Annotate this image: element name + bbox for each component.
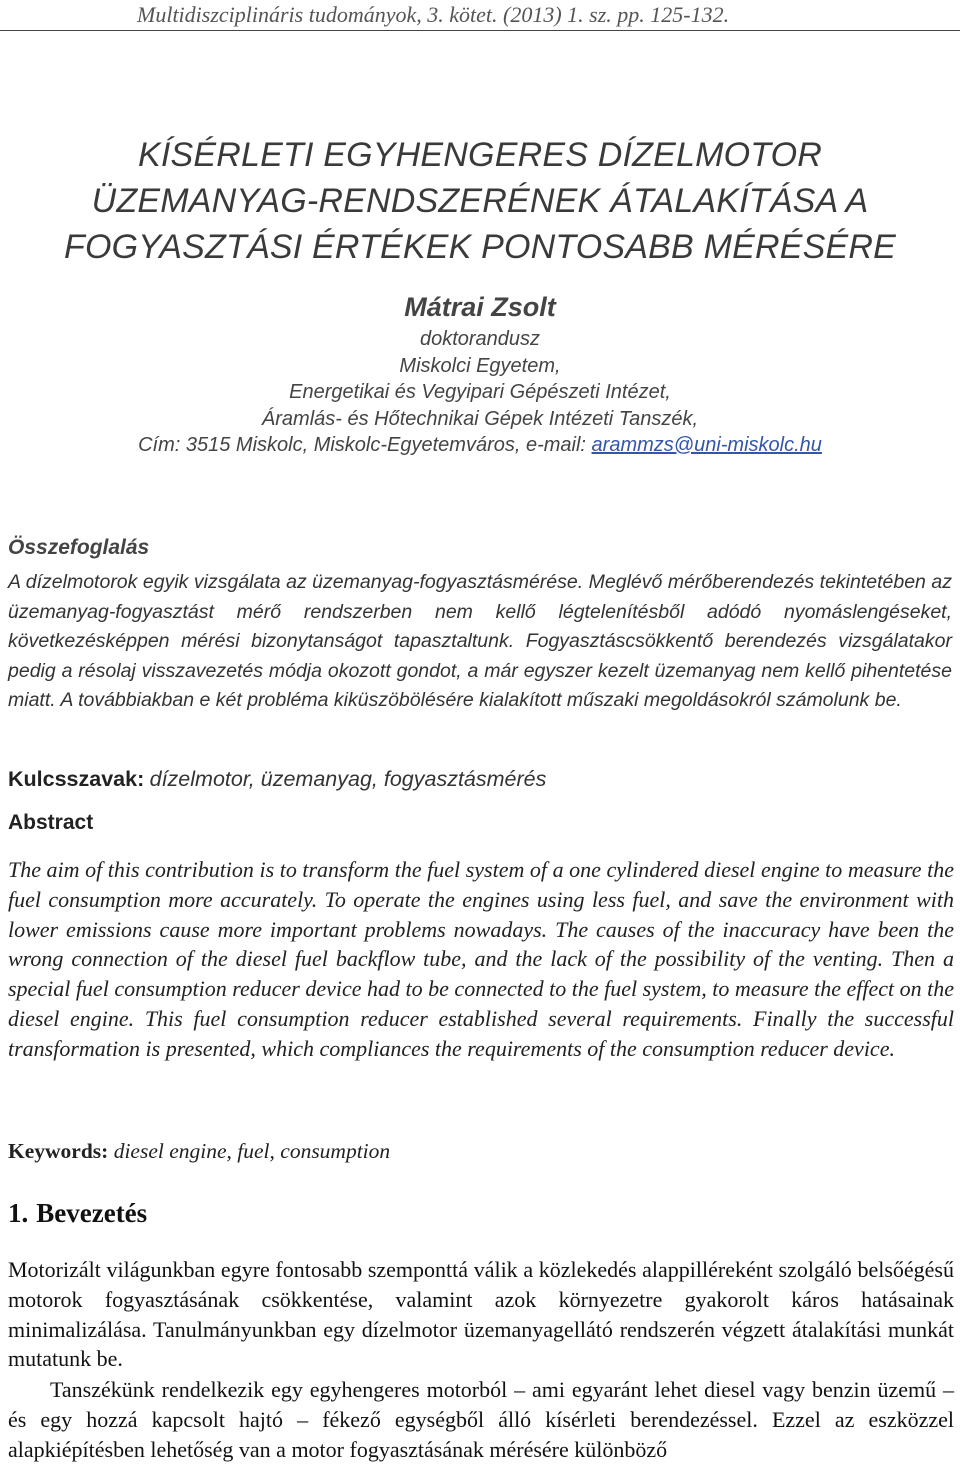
keywords-en-label: Keywords:	[8, 1139, 109, 1163]
author-position: doktorandusz	[419, 328, 541, 350]
author-department: Áramlás- és Hőtechnikai Gépek Intézeti Tanszék,	[261, 407, 699, 430]
title-line-3: FOGYASZTÁSI ÉRTÉKEK PONTOSABB MÉRÉSÉRE	[63, 228, 896, 266]
paper-title	[0, 132, 960, 270]
intro-paragraph-2: Tanszékünk rendelkezik egy egyhengeres motorból – ami egyaránt lehet diesel vagy benzin üzemű – és egy hozzá kapcsolt hajtó – fékező egységből álló kísérleti berendezéssel. Ezzel az eszközzel alapkiépítésben lehetőség van a motor fogyasztásának mérésére különböző	[8, 1377, 954, 1462]
keywords-hu	[8, 764, 952, 794]
author-institute: Energetikai és Vegyipari Gépészeti Intézet,	[289, 381, 671, 403]
abstract-text: The aim of this contribution is to transform the fuel system of a one cylindered diesel engine to measure the fuel consumption more accurately. To operate the engines using less fuel, and save the environment with lower emissions cause more important problems nowadays. The causes of the inaccuracy have been the wrong connection of the diesel fuel backflow tube, and the lack of the possibility of the venting. Then a special fuel consumption reducer device had to be connected to the fuel system, to measure the effect on the diesel engine. This fuel consumption reducer established several requirements. Finally the successful transformation is presented, which compliances the requirements of the consumption reducer device.	[8, 857, 954, 1061]
running-head	[0, 0, 960, 31]
title-line-2: ÜZEMANYAG-RENDSZERÉNEK ÁTALAKÍTÁSA A	[91, 182, 869, 220]
journal-citation: Multidiszciplináris tudományok, 3. kötet. (2013) 1. sz. pp. 125-132.	[137, 2, 730, 27]
intro-paragraph-1: Motorizált világunkban egyre fontosabb szemponttá válik a közlekedés alappilléreként szolgáló belsőégésű motorok fogyasztásának csökkentése, valamint azok környezetre gyakorolt káros hatásainak minimalizálása. Tanulmányunkban egy dízelmotor üzemanyagellátó rendszerén végzett átalakítási munkát mutatunk be.	[8, 1257, 954, 1372]
section-number: 1.	[8, 1198, 29, 1228]
author-name: Mátrai Zsolt	[404, 292, 556, 322]
title-line-1: KÍSÉRLETI EGYHENGERES DÍZELMOTOR	[137, 136, 823, 174]
keywords-hu-value: dízelmotor, üzemanyag, fogyasztásmérés	[149, 767, 547, 791]
keywords-en-value: diesel engine, fuel, consumption	[113, 1139, 391, 1163]
section-heading-intro	[8, 1198, 147, 1229]
author-university: Miskolci Egyetem,	[399, 354, 561, 377]
author-email-link[interactable]: arammzs@uni-miskolc.hu	[591, 434, 822, 456]
keywords-en	[8, 1136, 952, 1166]
summary-text: A dízelmotorok egyik vizsgálata az üzemanyag-fogyasztásmérése. Meglévő mérőberendezés tekintetében az üzemanyag-fogyasztást mérő rendszerben nem kellő légtelenítésből adódó nyomáslengéseket, következésképpen mérési bizonytanságot tapasztaltunk. Fogyasztáscsökkentő berendezés vizsgálatakor pedig a résolaj visszavezetés módja okozott gondot, a már egyszer kezelt üzemanyag nem kellő pihentetése miatt. A továbbiakban e két probléma kiküszöbölésére kialakított műszaki megoldásokról számolunk be.	[8, 571, 952, 711]
abstract-heading: Abstract	[8, 811, 94, 834]
author-block	[0, 288, 960, 459]
summary-heading: Összefoglalás	[8, 536, 150, 559]
keywords-hu-label: Kulcsszavak:	[8, 767, 145, 791]
header-rule	[0, 30, 960, 31]
author-address	[0, 432, 960, 459]
address-text: Cím: 3515 Miskolc, Miskolc-Egyetemváros, e-mail:	[138, 434, 586, 456]
section-title: Bevezetés	[36, 1198, 148, 1228]
